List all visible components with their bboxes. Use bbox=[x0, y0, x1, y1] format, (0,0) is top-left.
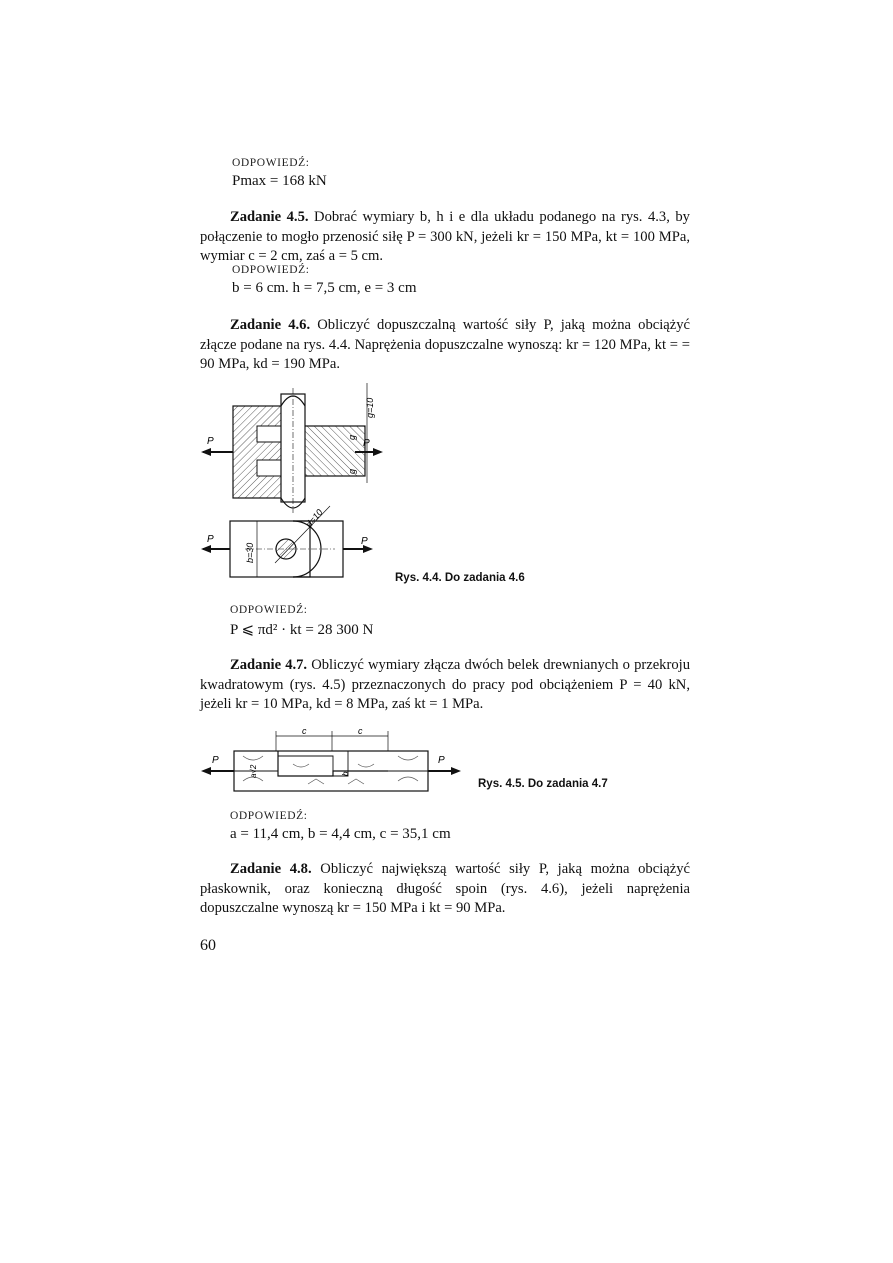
dim-a-sqrt2: a√2 bbox=[249, 764, 258, 778]
task-4-5 bbox=[200, 208, 690, 267]
answer-label: ODPOWIEDŹ: bbox=[232, 157, 310, 169]
dim-c-2: c bbox=[358, 726, 363, 736]
dim-d10: d=10 bbox=[303, 507, 325, 530]
answer-label: ODPOWIEDŹ: bbox=[230, 604, 308, 616]
force-label-right: P bbox=[438, 755, 445, 766]
arrow-head-right bbox=[451, 767, 461, 775]
force-label-left: P bbox=[207, 436, 214, 447]
arrow-head-left bbox=[201, 448, 211, 456]
arrow-head-bottom-left bbox=[201, 545, 211, 553]
task-4-6-text: Obliczyć dopuszczalną wartość siły P, jaką można obciążyć złącze podane na rys. 4.4. Naprężenia dopuszczalne wynoszą: kr = 120 MPa, kt = = 90 MPa, kd = 190 MPa. bbox=[200, 317, 690, 372]
task-4-7-text: Obliczyć wymiary złącza dwóch belek drewnianych o przekroju kwadratowym (rys. 4.5) przeznaczonych do pracy pod obciążeniem P = 40 kN, jeżeli kr = 10 MPa, kd = 8 MPa, zaś kt = 1 MPa. bbox=[200, 657, 690, 712]
task-4-8-text: Obliczyć największą wartość siły P, jaką można obciążyć płaskownik, oraz konieczną długość spoin (rys. 4.6), jeżeli naprężenia dopuszczalne wynoszą kr = 150 MPa i kt = 90 MPa. bbox=[200, 861, 690, 916]
dim-g10: g=10 bbox=[365, 397, 375, 418]
figure-4-5 bbox=[198, 726, 466, 806]
force-label-bottom-right: P bbox=[361, 536, 368, 547]
figure-4-5-caption: Rys. 4.5. Do zadania 4.7 bbox=[478, 778, 608, 790]
task-4-7-heading: Zadanie 4.7. bbox=[230, 657, 308, 673]
task-4-5-heading: Zadanie 4.5. bbox=[230, 209, 309, 225]
task-4-8-heading: Zadanie 4.8. bbox=[230, 861, 312, 877]
task-4-5-text: Dobrać wymiary b, h i e dla układu podanego na rys. 4.3, by połączenie to mogło przenosić siłę P = 300 kN, jeżeli kr = 150 MPa, kt = 100 MPa, wymiar c = 2 cm, zaś a = 5 cm. bbox=[200, 209, 690, 264]
answer-4-7: a = 11,4 cm, b = 4,4 cm, c = 35,1 cm bbox=[230, 826, 451, 842]
force-label-bottom-left: P bbox=[207, 534, 214, 545]
answer-4-4: Pmax = 168 kN bbox=[232, 173, 327, 189]
slot-upper bbox=[257, 426, 281, 442]
dim-c-1: c bbox=[302, 726, 307, 736]
dim-g-lower: g bbox=[347, 468, 357, 474]
task-4-6 bbox=[200, 316, 690, 375]
answer-label: ODPOWIEDŹ: bbox=[230, 810, 308, 822]
task-4-6-heading: Zadanie 4.6. bbox=[230, 317, 311, 333]
arrow-head-left bbox=[201, 767, 211, 775]
answer-label: ODPOWIEDŹ: bbox=[232, 264, 310, 276]
dim-b30: b=30 bbox=[245, 542, 255, 563]
answer-4-6: P ⩽ πd² · kt = 28 300 N bbox=[230, 622, 374, 638]
figure-4-4 bbox=[195, 378, 390, 583]
slot-lower bbox=[257, 460, 281, 476]
answer-4-5: b = 6 cm. h = 7,5 cm, e = 3 cm bbox=[232, 280, 417, 296]
force-label-left: P bbox=[212, 755, 219, 766]
task-4-8 bbox=[200, 860, 690, 919]
force-label-right: P bbox=[363, 438, 370, 449]
page-number: 60 bbox=[200, 937, 216, 954]
task-4-7 bbox=[200, 656, 690, 715]
dim-g-upper: g bbox=[347, 434, 357, 440]
arrow-head-right bbox=[373, 448, 383, 456]
dim-b: b bbox=[341, 771, 350, 776]
figure-4-4-caption: Rys. 4.4. Do zadania 4.6 bbox=[395, 572, 525, 584]
